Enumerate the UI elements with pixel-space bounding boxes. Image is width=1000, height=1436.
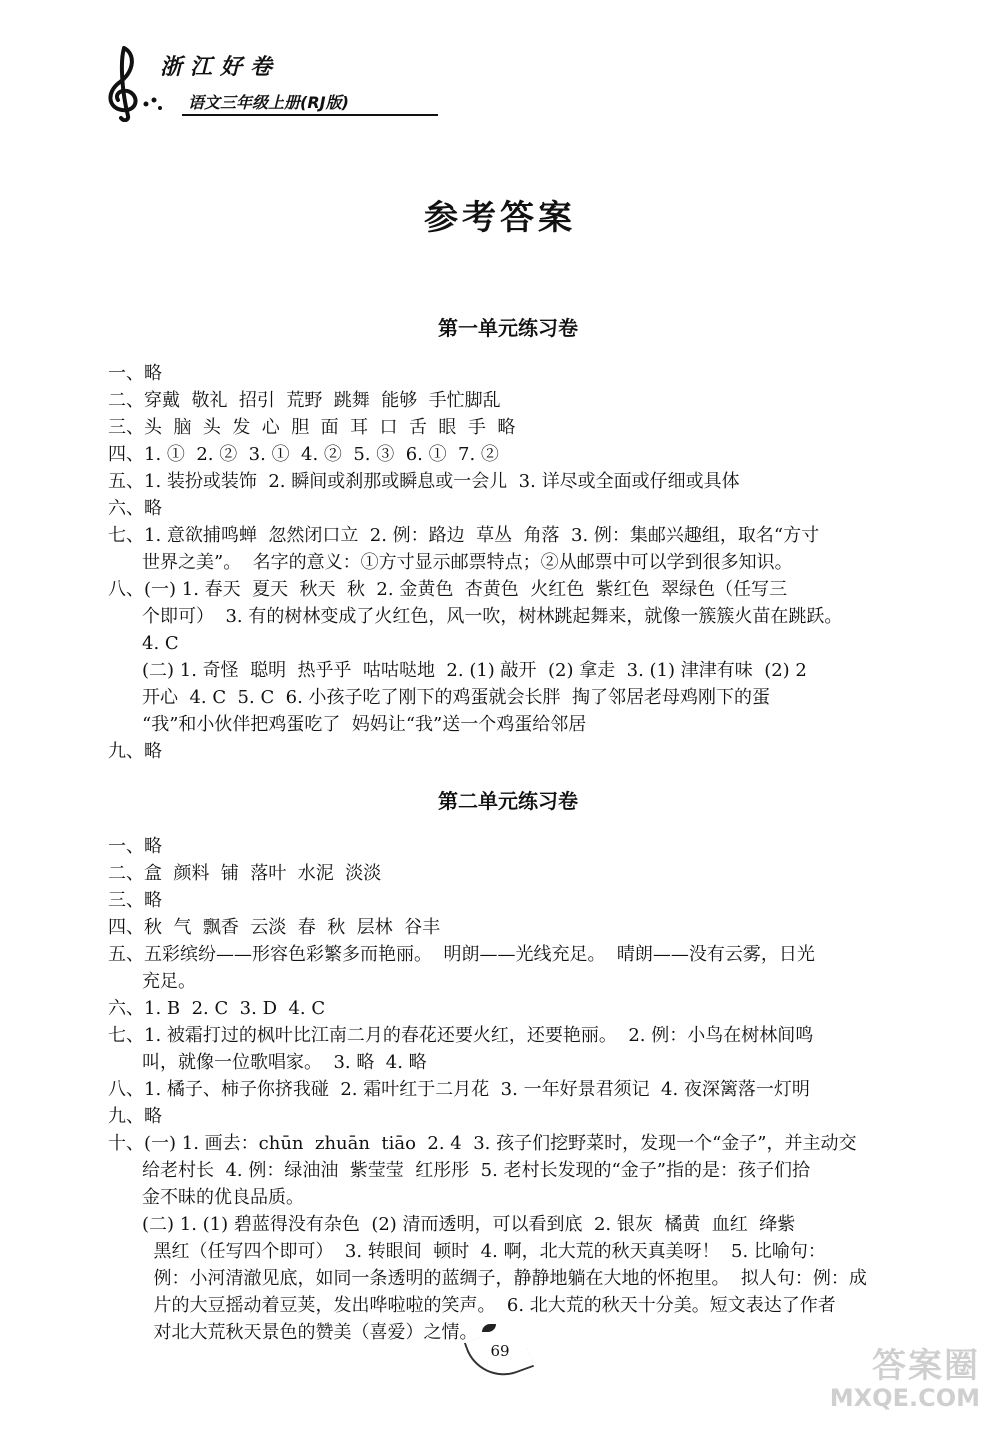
page-number-ornament [470, 1322, 530, 1382]
answer-line-continued: (二) 1. 奇怪 聪明 热乎乎 咕咕哒地 2. (1) 敲开 (2) 拿走 3. (1) 津津有味 (2) 2 [142, 660, 807, 681]
answer-line: 六、1. B 2. C 3. D 4. C [108, 998, 326, 1019]
answer-line: 四、秋 气 飘香 云淡 春 秋 层林 谷丰 [108, 917, 441, 938]
answer-line: 二、盒 颜料 铺 落叶 水泥 淡淡 [108, 863, 382, 884]
answer-line: 六、略 [108, 498, 162, 519]
answer-line: 三、头 脑 头 发 心 胆 面 耳 口 舌 眼 手 略 [108, 417, 516, 438]
answer-line: 九、略 [108, 741, 162, 762]
treble-clef-icon [96, 42, 166, 122]
answer-line: 九、略 [108, 1106, 162, 1127]
answer-line-continued: 片的大豆摇动着豆荚，发出哗啦啦的笑声。 6. 北大荒的秋天十分美。短文表达了作者 [142, 1295, 836, 1316]
answer-line: 八、(一) 1. 春天 夏天 秋天 秋 2. 金黄色 杏黄色 火红色 紫红色 翠绿色（任写三 [108, 579, 788, 600]
header-underline [182, 114, 438, 116]
answer-line: 四、1. ① 2. ② 3. ① 4. ② 5. ③ 6. ① 7. ② [108, 444, 499, 465]
answer-line: 十、(一) 1. 画去：chūn zhuān tiāo 2. 4 3. 孩子们挖野菜时，发现一个“金子”，并主动交 [108, 1133, 857, 1154]
unit-title: 第一单元练习卷 [438, 316, 578, 340]
answer-line-continued: 开心 4. C 5. C 6. 小孩子吃了刚下的鸡蛋就会长胖 掏了邻居老母鸡刚下的蛋 [142, 687, 771, 708]
answer-line-continued: 世界之美”。 名字的意义：①方寸显示邮票特点；②从邮票中可以学到很多知识。 [142, 552, 793, 573]
answer-line: 一、略 [108, 836, 162, 857]
answer-line-continued: 黑红（任写四个即可） 3. 转眼间 顿时 4. 啊，北大荒的秋天真美呀！ 5. 比喻句： [142, 1241, 826, 1262]
answer-line-continued: 叫，就像一位歌唱家。 3. 略 4. 略 [142, 1052, 427, 1073]
answer-line: 一、略 [108, 363, 162, 384]
answer-line: 五、五彩缤纷——形容色彩繁多而艳丽。 明朗——光线充足。 晴朗——没有云雾，日光 [108, 944, 815, 965]
answer-line: 七、1. 被霜打过的枫叶比江南二月的春花还要火红，还要艳丽。 2. 例：小鸟在树林间鸣 [108, 1025, 814, 1046]
answer-line-continued: 4. C [142, 633, 179, 654]
watermark-logo-text: 答案圈 [872, 1346, 980, 1386]
answer-line-continued: (二) 1. (1) 碧蓝得没有杂色 (2) 清而透明，可以看到底 2. 银灰 橘黄 血红 绛紫 [142, 1214, 796, 1235]
watermark-domain: MXQE.COM [829, 1384, 980, 1412]
answer-line: 五、1. 装扮或装饰 2. 瞬间或刹那或瞬息或一会儿 3. 详尽或全面或仔细或具体 [108, 471, 740, 492]
answer-line-continued: 个即可） 3. 有的树林变成了火红色，风一吹，树林跳起舞来，就像一簇簇火苗在跳跃。 [142, 606, 843, 627]
book-header [96, 42, 456, 122]
book-subtitle: 语文三年级上册(RJ版) [188, 93, 349, 112]
answer-line: 八、1. 橘子、柿子你挤我碰 2. 霜叶红于二月花 3. 一年好景君须记 4. 夜深篱落一灯明 [108, 1079, 810, 1100]
answer-line-continued: 金不昧的优良品质。 [142, 1187, 304, 1208]
answer-line: 三、略 [108, 890, 162, 911]
answer-line: 七、1. 意欲捕鸣蝉 忽然闭口立 2. 例：路边 草丛 角落 3. 例：集邮兴趣组，取名“方寸 [108, 525, 820, 546]
answer-line-continued: 充足。 [142, 971, 196, 992]
answer-content [108, 300, 908, 1346]
leaf-icon [482, 1324, 496, 1332]
answer-line-continued: 对北大荒秋天景色的赞美（喜爱）之情。 [142, 1322, 478, 1343]
answer-line-continued: 例：小河清澈见底，如同一条透明的蓝绸子，静静地躺在大地的怀抱里。 拟人句：例：成 [142, 1268, 867, 1289]
brand-title: 浙江好卷 [160, 54, 281, 80]
page-title: 参考答案 [424, 198, 576, 238]
answer-line-continued: “我”和小伙伴把鸡蛋吃了 妈妈让“我”送一个鸡蛋给邻居 [142, 714, 587, 735]
answer-line: 二、穿戴 敬礼 招引 荒野 跳舞 能够 手忙脚乱 [108, 390, 501, 411]
answer-line-continued: 给老村长 4. 例：绿油油 紫莹莹 红彤彤 5. 老村长发现的“金子”指的是：孩子们拾 [142, 1160, 810, 1181]
watermark [780, 1338, 980, 1418]
page-number: 69 [490, 1342, 510, 1360]
unit-title: 第二单元练习卷 [438, 789, 578, 813]
